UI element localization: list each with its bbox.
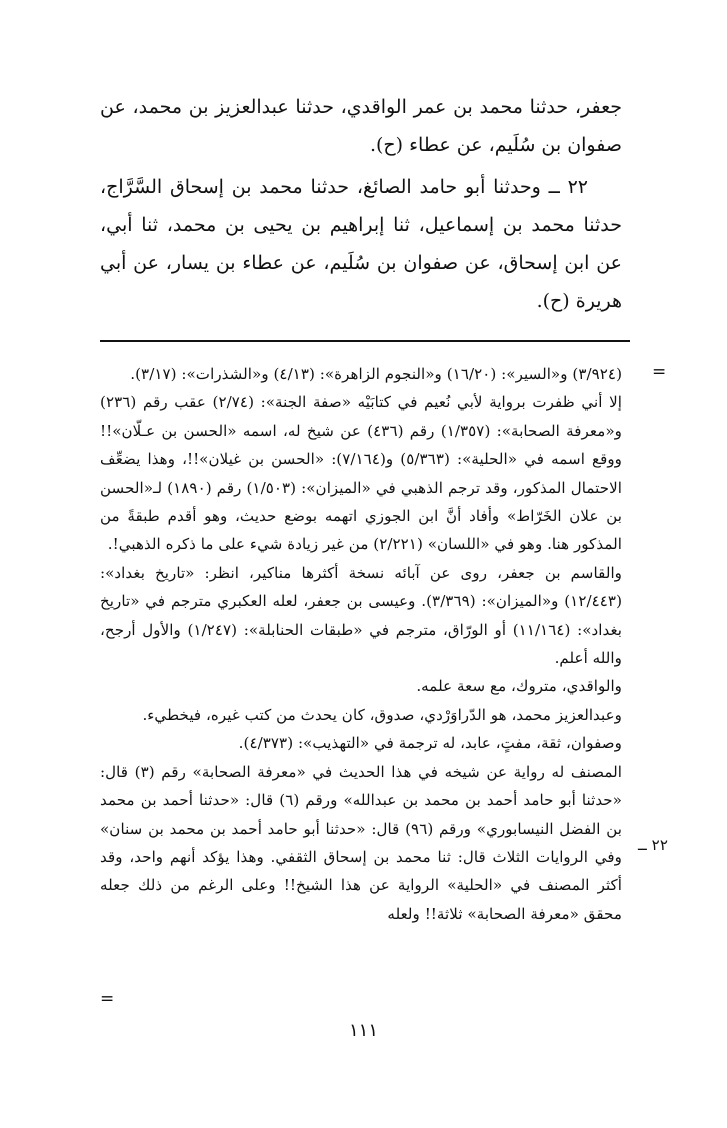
footnotes — [100, 360, 622, 928]
footnote-line: إلا أني ظفرت برواية لأبي نُعيم في كتابَيْه «صفة الجنة»: (٢/٧٤) عقب رقم (٢٣٦) و«معرفة الصحابة»: (١/٣٥٧) رقم (٤٣٦) عن شيخ له، اسمه «الحسن بن عـلّان»!! ووقع اسمه في «الحلية»: (٥/٣٦٣) و(٧/١٦٤): «الحسن بن غيلان»!!، وهذا يضعِّف الاحتمال المذكور، وقد ترجم الذهبي في «الميزان»: (١/٥٠٣) رقم (١٨٩٠) لـ«الحسن بن علان الخَرّاط» وأفاد أنَّ ابن الجوزي اتهمه بوضع حديث، وهو أقدم طبقةً من المذكور هنا. وهو في «اللسان» (٢/٢٢١) من غير زيادة شيء على ما ذكره الذهبي!. — [100, 393, 623, 554]
footnote-line: (٣/٩٢٤) و«السير»: (١٦/٢٠) و«النجوم الزاهرة»: (٤/١٣) و«الشذرات»: (٣/١٧). — [130, 365, 622, 383]
continuation-mark-start: = — [652, 362, 667, 382]
footnote-22: المصنف له رواية عن شيخه في هذا الحديث في «معرفة الصحابة» رقم (٣) قال: «حدثنا أبو حامد أحمد بن محمد بن عبدالله» ورقم (٦) قال: «حدثنا أحمد بن محمد بن الفضل النيسابوري» ورقم (٩٦) قال: «حدثنا أبو حامد أحمد بن محمد بن سنان» وفي الروايات الثلاث قال: ثنا محمد بن إسحاق الثقفي. وهذا يؤكد أنهم واحد، وقد أكثر المصنف في «الحلية» الرواية عن هذا الشيخ!! وعلى الرغم من ذلك جعله محقق «معرفة الصحابة» ثلاثة!! ولعله — [100, 762, 622, 923]
continuation-mark-end: = — [100, 989, 115, 1009]
page-number: ١١١ — [348, 1020, 378, 1041]
footnote-line: والقاسم بن جعفر، روى عن آبائه نسخة أكثرها مناكير، انظر: «تاريخ بغداد»: (١٢/٤٤٣) و«الميزان»: (٣/٣٦٩). وعيسى بن جعفر، لعله العكبري مترجم في «تاريخ بغداد»: (١١/١٦٤) أو الورّاق، مترجم في «طبقات الحنابلة»: (١/٢٤٧) والأول أرجح، والله أعلم. — [100, 563, 622, 668]
footnote-number-22: ٢٢ ــ — [637, 836, 668, 854]
main-paragraph-2: ٢٢ ــ وحدثنا أبو حامد الصائغ، حدثنا محمد بن إسحاق السَّرَّاج، حدثنا محمد بن إسماعيل، ثنا إبراهيم بن يحيى بن محمد، ثنا أبي، عن ابن إسحاق، عن صفوان بن سُلَيم، عن عطاء بن يسار، عن أبي هريرة (ح). — [100, 176, 622, 312]
main-text — [100, 88, 622, 320]
footnote-line: والواقدي، متروك، مع سعة علمه. — [416, 677, 622, 696]
main-paragraph-1: جعفر، حدثنا محمد بن عمر الواقدي، حدثنا عبدالعزيز بن محمد، عن صفوان بن سُلَيم، عن عطاء (ح). — [100, 96, 622, 156]
footnote-divider — [100, 340, 630, 342]
footnote-line: وصفوان، ثقة، مفتٍ، عابد، له ترجمة في «التهذيب»: (٤/٣٧٣). — [238, 734, 622, 753]
footnote-line: وعبدالعزيز محمد، هو الدّراوَرْدي، صدوق، كان يحدث من كتب غيره، فيخطيء. — [142, 705, 622, 724]
